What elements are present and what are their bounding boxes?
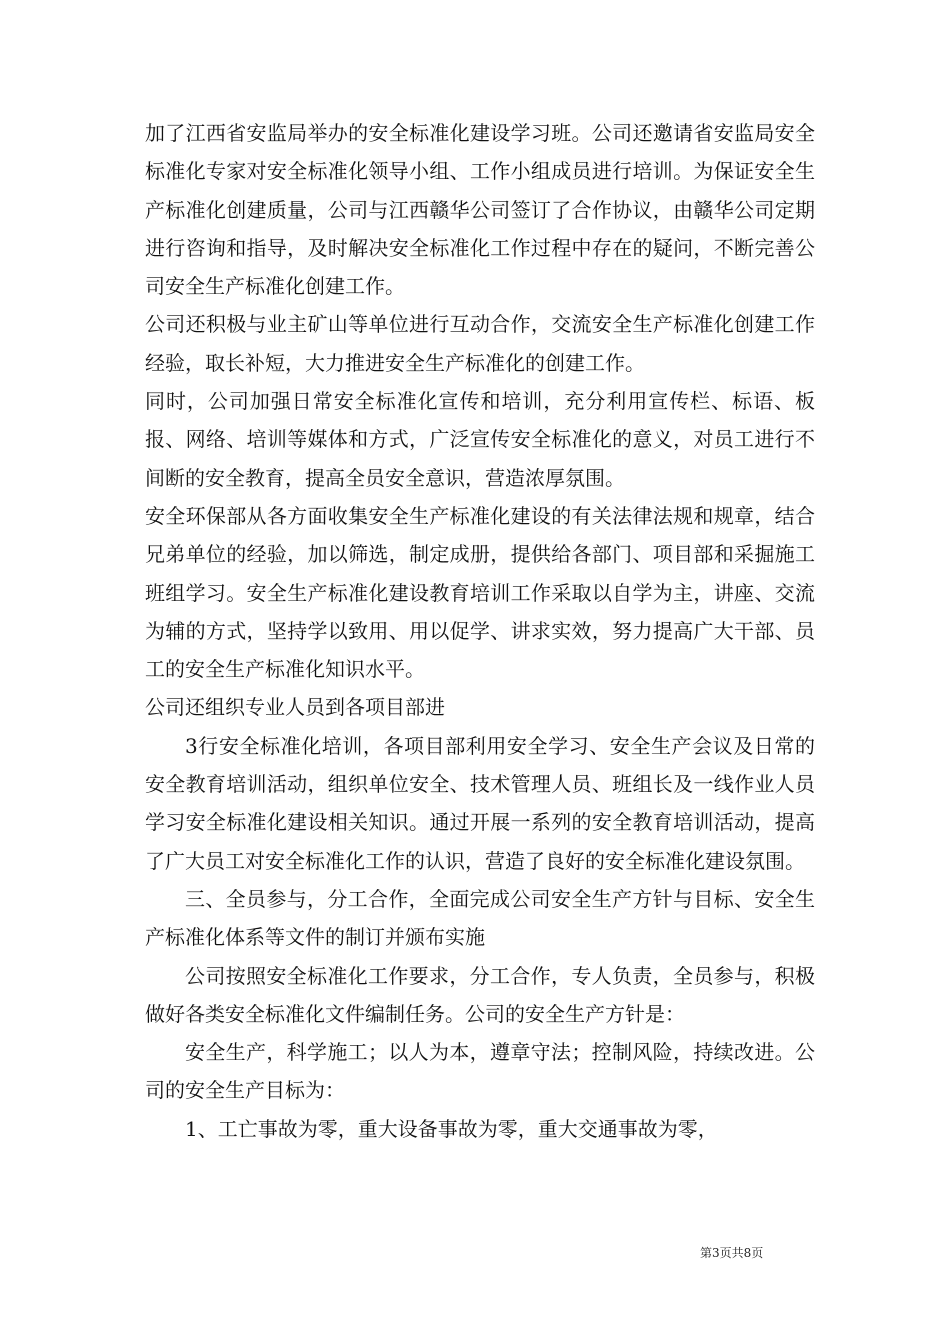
section-heading-three: 三、全员参与，分工合作，全面完成公司安全生产方针与目标、安全生产标准化体系等文件的制订并颁布实施: [145, 886, 815, 950]
paragraph-policy: 安全生产，科学施工；以人为本，遵章守法；控制风险，持续改进。公司的安全生产目标为：: [145, 1040, 815, 1103]
paragraph-target-1: 1、工亡事故为零，重大设备事故为零，重大交通事故为零，: [185, 1116, 718, 1141]
paragraph-regulations: 安全环保部从各方面收集安全生产标准化建设的有关法律法规和规章，结合兄弟单位的经验，加以筛选，制定成册，提供给各部门、项目部和采掘施工班组学习。安全生产标准化建设教育培训工作采取以自学为主，讲座、交流为辅的方式，坚持学以致用、用以促学、讲求实效，努力提高广大干部、员工的安全生产标准化知识水平。: [145, 503, 815, 682]
page-number-footer: 第3页共8页: [700, 1246, 764, 1260]
paragraph-project-training-start: 公司还组织专业人员到各项目部进: [145, 695, 445, 720]
paragraph-policy-intro: 公司按照安全标准化工作要求，分工合作，专人负责，全员参与，积极做好各类安全标准化文件编制任务。公司的安全生产方针是：: [145, 963, 815, 1026]
paragraph-publicity: 同时，公司加强日常安全标准化宣传和培训，充分利用宣传栏、标语、板报、网络、培训等媒体和方式，广泛宣传安全标准化的意义，对员工进行不间断的安全教育，提高全员安全意识，营造浓厚氛围。: [145, 389, 815, 490]
paragraph-project-training: 3行安全标准化培训，各项目部利用安全学习、安全生产会议及日常的安全教育培训活动，组织单位安全、技术管理人员、班组长及一线作业人员学习安全标准化建设相关知识。通过开展一系列的安全教育培训活动，提高了广大员工对安全标准化工作的认识，营造了良好的安全标准化建设氛围。: [145, 733, 815, 873]
document-body: [145, 114, 815, 1148]
paragraph-cooperation: 公司还积极与业主矿山等单位进行互动合作，交流安全生产标准化创建工作经验，取长补短，大力推进安全生产标准化的创建工作。: [145, 312, 815, 375]
paragraph-training-intro: 加了江西省安监局举办的安全标准化建设学习班。公司还邀请省安监局安全标准化专家对安全标准化领导小组、工作小组成员进行培训。为保证安全生产标准化创建质量，公司与江西赣华公司签订了合作协议，由赣华公司定期进行咨询和指导，及时解决安全标准化工作过程中存在的疑问，不断完善公司安全生产标准化创建工作。: [145, 121, 815, 299]
